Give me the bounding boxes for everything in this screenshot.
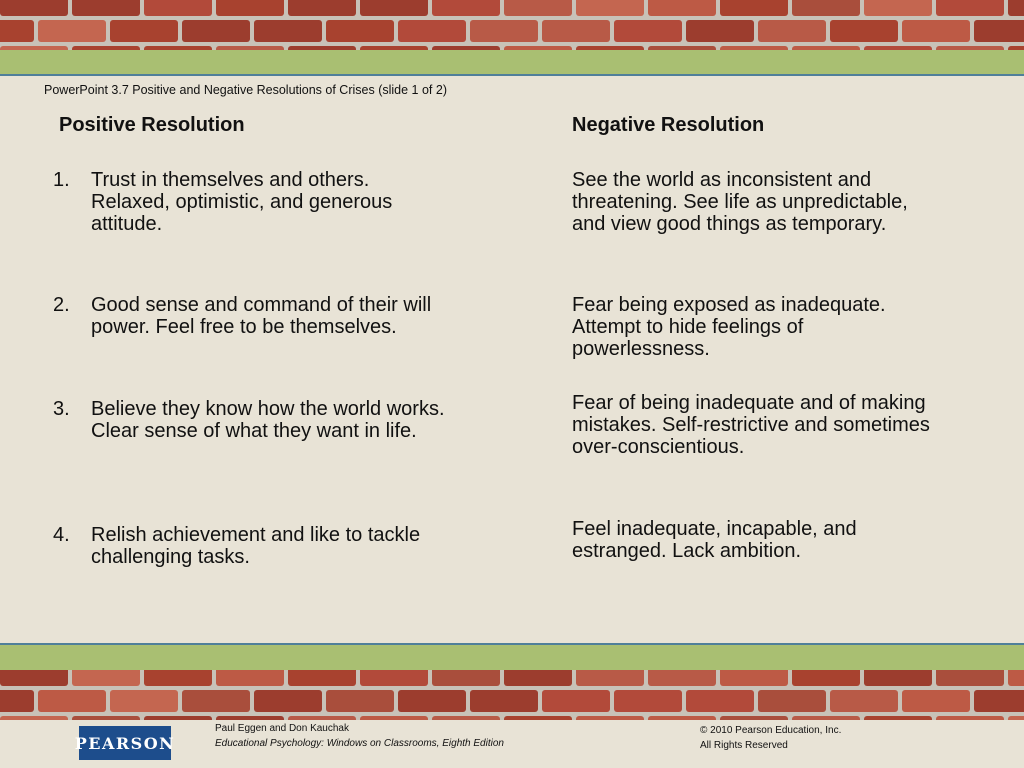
item-line: attitude.: [91, 213, 163, 235]
footer-book-title: Educational Psychology: Windows on Classrooms, Eighth Edition: [215, 738, 504, 749]
item-line: challenging tasks.: [91, 546, 250, 568]
heading-negative-resolution: Negative Resolution: [572, 114, 765, 136]
item-line: Relaxed, optimistic, and generous: [91, 191, 393, 213]
heading-positive-resolution: Positive Resolution: [59, 114, 245, 136]
item-number: 1.: [53, 169, 70, 191]
item-line: Good sense and command of their will: [91, 294, 432, 316]
item-line: estranged. Lack ambition.: [572, 540, 802, 562]
item-line: Feel inadequate, incapable, and: [572, 518, 857, 540]
brick-pattern: [0, 670, 1024, 720]
item-line: See the world as inconsistent and: [572, 169, 872, 191]
item-line: mistakes. Self-restrictive and sometimes: [572, 414, 930, 436]
item-line: Fear being exposed as inadequate.: [572, 294, 886, 316]
item-line: Clear sense of what they want in life.: [91, 420, 417, 442]
item-line: Trust in themselves and others.: [91, 169, 370, 191]
item-line: and view good things as temporary.: [572, 213, 887, 235]
item-line: Attempt to hide feelings of: [572, 316, 804, 338]
brick-banner-top: [0, 0, 1024, 50]
brick-banner-bottom: [0, 670, 1024, 720]
item-line: Believe they know how the world works.: [91, 398, 445, 420]
negative-item-1: [572, 169, 992, 235]
item-number: 4.: [53, 524, 70, 546]
pearson-logo: PEARSON: [79, 726, 171, 760]
footer-copyright: © 2010 Pearson Education, Inc.: [700, 725, 842, 736]
green-bar-bottom: [0, 643, 1024, 672]
slide-title: PowerPoint 3.7 Positive and Negative Resolutions of Crises (slide 1 of 2): [44, 83, 447, 97]
item-line: Relish achievement and like to tackle: [91, 524, 421, 546]
item-line: powerlessness.: [572, 338, 710, 360]
item-number: 2.: [53, 294, 70, 316]
negative-item-3: [572, 392, 992, 458]
brick-pattern: [0, 0, 1024, 50]
item-line: Fear of being inadequate and of making: [572, 392, 926, 414]
item-number: 3.: [53, 398, 70, 420]
item-line: threatening. See life as unpredictable,: [572, 191, 908, 213]
negative-item-2: [572, 294, 992, 360]
footer-authors: Paul Eggen and Don Kauchak: [215, 723, 349, 734]
item-line: power. Feel free to be themselves.: [91, 316, 397, 338]
item-line: over-conscientious.: [572, 436, 745, 458]
footer-rights: All Rights Reserved: [700, 740, 788, 751]
negative-item-4: [572, 518, 992, 562]
green-bar-top: [0, 50, 1024, 76]
